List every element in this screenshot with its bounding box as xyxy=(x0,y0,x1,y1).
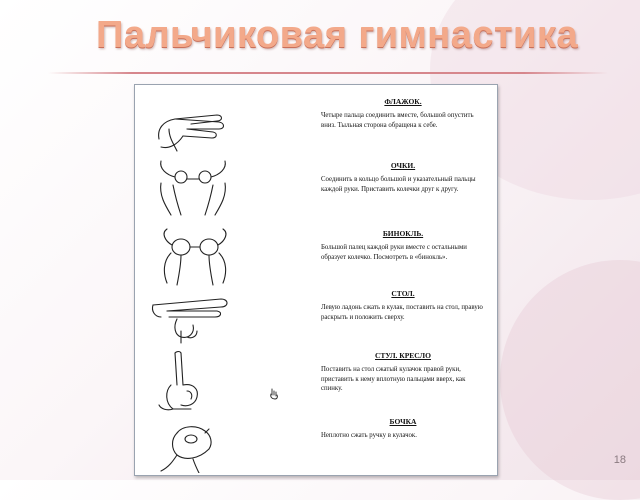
exercise-text: Соединить в кольцо большой и указательный пальцы каждой руки. Приставить колечки друг к другу. xyxy=(321,176,476,193)
title-underline xyxy=(48,72,608,74)
exercise-title: ОЧКИ. xyxy=(390,161,416,170)
exercise-glasses xyxy=(321,161,485,194)
exercise-text: Неплотно сжать ручку в кулачок. xyxy=(321,432,417,439)
exercise-text: Поставить на стол сжатый кулачок правой руки, приставить к нему вплотную пальцами вверх, как спинку. xyxy=(321,366,466,393)
illustrations-column xyxy=(147,93,247,473)
exercise-title: БИНОКЛЬ. xyxy=(382,229,424,238)
exercise-title: СТУЛ. КРЕСЛО xyxy=(375,351,431,360)
barrel-hand-icon xyxy=(147,419,247,473)
exercise-text: Большой палец каждой руки вместе с остальными образует колечко. Посмотреть в «бинокль». xyxy=(321,244,467,261)
pointing-hand-icon xyxy=(269,387,279,405)
exercise-text: Четыре пальца соединить вместе, большой опустить вниз. Тыльная сторона обращена к себе. xyxy=(321,112,474,129)
binoculars-hands-icon xyxy=(147,225,247,287)
flag-hand-icon xyxy=(147,99,247,155)
exercise-text: Левую ладонь сжать в кулак, поставить на стол, правую раскрыть и положить сверху. xyxy=(321,304,483,321)
slide-title: Пальчиковая гимнастика xyxy=(96,14,579,56)
exercise-title: ФЛАЖОК. xyxy=(384,97,422,106)
glasses-hands-icon xyxy=(147,155,247,219)
exercise-flag xyxy=(321,97,485,130)
exercise-title: БОЧКА xyxy=(389,417,417,426)
slide-number: 18 xyxy=(613,454,626,466)
exercise-binoculars xyxy=(321,229,485,262)
exercise-title: СТОЛ. xyxy=(391,289,415,298)
document-page xyxy=(134,84,498,476)
table-hands-icon xyxy=(147,291,247,345)
exercise-chair xyxy=(321,351,485,394)
exercise-table xyxy=(321,289,485,322)
chair-hands-icon xyxy=(147,349,247,413)
exercise-barrel xyxy=(321,417,485,441)
